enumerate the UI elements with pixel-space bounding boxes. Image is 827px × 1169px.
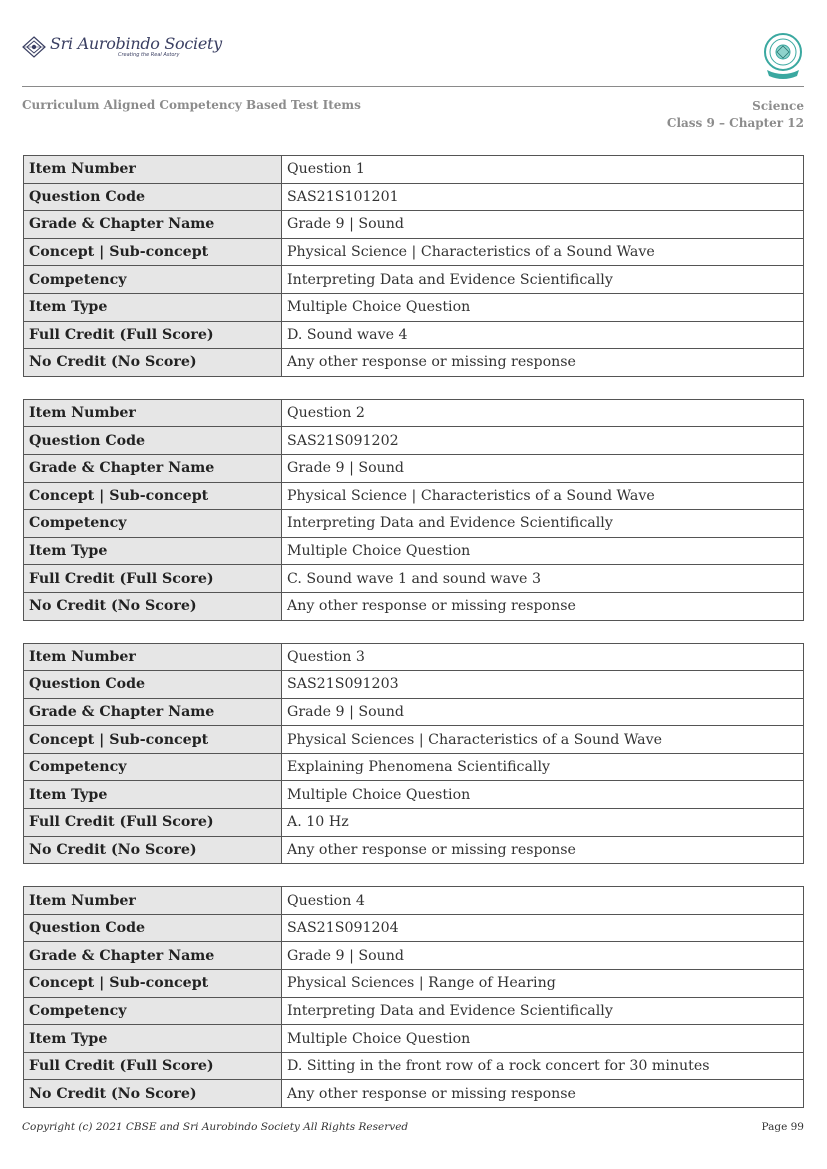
- row-label: Item Number: [24, 156, 282, 184]
- row-label: Item Number: [24, 643, 282, 671]
- table-row: [24, 970, 804, 998]
- header-rule: [22, 86, 804, 87]
- table-row: [24, 293, 804, 321]
- item-table-4: [23, 886, 804, 1108]
- row-label: Grade & Chapter Name: [24, 698, 282, 726]
- row-label: Question Code: [24, 671, 282, 699]
- cbse-seal-icon: [762, 32, 804, 80]
- row-label: Item Type: [24, 1025, 282, 1053]
- row-value: Multiple Choice Question: [282, 293, 804, 321]
- row-label: Competency: [24, 753, 282, 781]
- row-value: Grade 9 | Sound: [282, 942, 804, 970]
- row-value: Any other response or missing response: [282, 592, 804, 620]
- row-value: D. Sitting in the front row of a rock concert for 30 minutes: [282, 1052, 804, 1080]
- row-value: Question 4: [282, 887, 804, 915]
- item-tables: [23, 155, 804, 1130]
- table-row: [24, 183, 804, 211]
- table-row: [24, 156, 804, 184]
- item-table-2: [23, 399, 804, 621]
- row-label: Grade & Chapter Name: [24, 211, 282, 239]
- row-value: SAS21S091203: [282, 671, 804, 699]
- table-row: [24, 643, 804, 671]
- row-label: Full Credit (Full Score): [24, 809, 282, 837]
- row-label: Full Credit (Full Score): [24, 1052, 282, 1080]
- row-label: Competency: [24, 266, 282, 294]
- row-label: Question Code: [24, 183, 282, 211]
- cbse-seal: [762, 32, 804, 84]
- document-title: Curriculum Aligned Competency Based Test Items: [22, 98, 361, 112]
- row-value: Question 3: [282, 643, 804, 671]
- row-label: Item Type: [24, 293, 282, 321]
- table-row: [24, 537, 804, 565]
- row-value: SAS21S101201: [282, 183, 804, 211]
- table-row: [24, 592, 804, 620]
- row-value: Any other response or missing response: [282, 1080, 804, 1108]
- row-value: Interpreting Data and Evidence Scientifically: [282, 510, 804, 538]
- row-value: Multiple Choice Question: [282, 1025, 804, 1053]
- table-row: [24, 321, 804, 349]
- page-header: [22, 30, 804, 86]
- row-value: Question 2: [282, 399, 804, 427]
- row-label: Grade & Chapter Name: [24, 942, 282, 970]
- row-label: No Credit (No Score): [24, 836, 282, 864]
- org-name: Sri Aurobindo Society: [50, 34, 222, 53]
- row-value: Physical Science | Characteristics of a Sound Wave: [282, 482, 804, 510]
- row-value: Question 1: [282, 156, 804, 184]
- table-row: [24, 887, 804, 915]
- row-label: Concept | Sub-concept: [24, 482, 282, 510]
- row-value: Any other response or missing response: [282, 836, 804, 864]
- copyright-notice: Copyright (c) 2021 CBSE and Sri Aurobindo Society All Rights Reserved: [22, 1121, 409, 1133]
- row-value: A. 10 Hz: [282, 809, 804, 837]
- table-row: [24, 427, 804, 455]
- table-row: [24, 671, 804, 699]
- table-row: [24, 997, 804, 1025]
- table-row: [24, 726, 804, 754]
- row-label: Competency: [24, 510, 282, 538]
- row-value: SAS21S091202: [282, 427, 804, 455]
- table-row: [24, 698, 804, 726]
- row-value: Grade 9 | Sound: [282, 454, 804, 482]
- row-value: D. Sound wave 4: [282, 321, 804, 349]
- table-row: [24, 454, 804, 482]
- table-row: [24, 836, 804, 864]
- table-row: [24, 753, 804, 781]
- subject-block: [667, 98, 804, 132]
- org-logo: [22, 36, 222, 58]
- table-row: [24, 1025, 804, 1053]
- row-label: No Credit (No Score): [24, 592, 282, 620]
- row-value: Grade 9 | Sound: [282, 211, 804, 239]
- table-row: [24, 510, 804, 538]
- row-label: Item Type: [24, 781, 282, 809]
- row-value: Any other response or missing response: [282, 349, 804, 377]
- table-row: [24, 349, 804, 377]
- table-row: [24, 1080, 804, 1108]
- org-tagline: Creating the Real Astory: [118, 52, 180, 58]
- table-row: [24, 399, 804, 427]
- table-row: [24, 565, 804, 593]
- row-label: Item Number: [24, 399, 282, 427]
- table-row: [24, 809, 804, 837]
- row-value: SAS21S091204: [282, 914, 804, 942]
- table-row: [24, 942, 804, 970]
- row-value: Physical Sciences | Characteristics of a Sound Wave: [282, 726, 804, 754]
- table-row: [24, 1052, 804, 1080]
- row-label: Concept | Sub-concept: [24, 726, 282, 754]
- row-label: Full Credit (Full Score): [24, 321, 282, 349]
- row-value: Physical Science | Characteristics of a Sound Wave: [282, 238, 804, 266]
- row-value: Grade 9 | Sound: [282, 698, 804, 726]
- row-label: Item Number: [24, 887, 282, 915]
- sri-aurobindo-society-logo-icon: [22, 36, 46, 58]
- table-row: [24, 266, 804, 294]
- item-table-3: [23, 643, 804, 865]
- row-label: Full Credit (Full Score): [24, 565, 282, 593]
- subject-label: Science: [752, 99, 804, 113]
- row-label: Question Code: [24, 427, 282, 455]
- row-value: Multiple Choice Question: [282, 537, 804, 565]
- row-label: Competency: [24, 997, 282, 1025]
- row-value: Explaining Phenomena Scientifically: [282, 753, 804, 781]
- class-chapter-label: Class 9 – Chapter 12: [666, 116, 804, 130]
- row-label: No Credit (No Score): [24, 349, 282, 377]
- row-label: Grade & Chapter Name: [24, 454, 282, 482]
- table-row: [24, 914, 804, 942]
- table-row: [24, 781, 804, 809]
- table-row: [24, 238, 804, 266]
- row-value: Multiple Choice Question: [282, 781, 804, 809]
- row-label: Concept | Sub-concept: [24, 970, 282, 998]
- row-value: Interpreting Data and Evidence Scientifically: [282, 266, 804, 294]
- page-number: Page 99: [761, 1121, 804, 1133]
- row-label: No Credit (No Score): [24, 1080, 282, 1108]
- table-row: [24, 211, 804, 239]
- row-value: C. Sound wave 1 and sound wave 3: [282, 565, 804, 593]
- row-label: Item Type: [24, 537, 282, 565]
- table-row: [24, 482, 804, 510]
- row-value: Physical Sciences | Range of Hearing: [282, 970, 804, 998]
- item-table-1: [23, 155, 804, 377]
- row-value: Interpreting Data and Evidence Scientifically: [282, 997, 804, 1025]
- row-label: Concept | Sub-concept: [24, 238, 282, 266]
- row-label: Question Code: [24, 914, 282, 942]
